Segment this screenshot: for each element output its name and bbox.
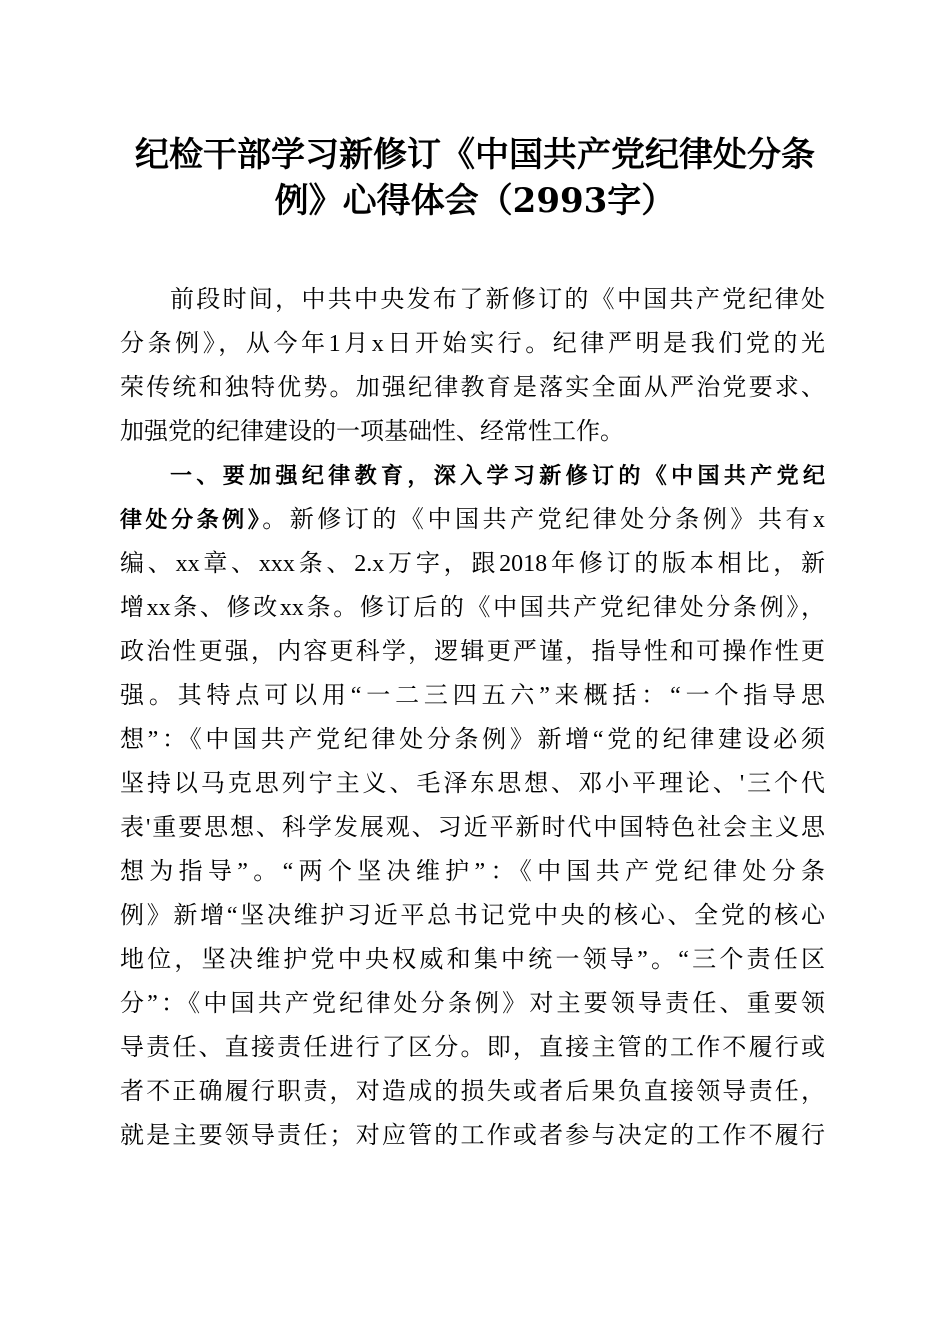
body-text: 分条例》，从今年1月x日开始实行。纪律严明是我们党的光	[120, 331, 825, 357]
body-text: 增xx条、修改xx条。修订后的《中国共产党纪律处分条例》，	[120, 595, 825, 621]
text-line	[120, 542, 825, 586]
body-text: 想为指导”。“两个坚决维护”：《中国共产党纪律处分条	[120, 859, 825, 885]
body-text: 者不正确履行职责，对造成的损失或者后果负直接领导责任，	[120, 1079, 825, 1105]
text-line	[120, 410, 825, 454]
text-line	[120, 1114, 825, 1158]
body-text: 强。其特点可以用“一二三四五六”来概括：“一个指导思	[120, 683, 825, 709]
text-line	[120, 366, 825, 410]
text-line	[120, 718, 825, 762]
text-line	[120, 1026, 825, 1070]
text-line	[120, 850, 825, 894]
text-line	[120, 498, 825, 542]
body-text: 前段时间，中共中央发布了新修订的《中国共产党纪律处	[170, 287, 825, 313]
body-text: 荣传统和独特优势。加强纪律教育是落实全面从严治党要求、	[120, 375, 825, 401]
text-line	[120, 630, 825, 674]
body-text: 导责任、直接责任进行了区分。即，直接主管的工作不履行或	[120, 1035, 825, 1061]
text-line	[120, 938, 825, 982]
document-body	[120, 278, 825, 1158]
body-text: 。新修订的《中国共产党纪律处分条例》共有x	[262, 507, 825, 533]
paragraph	[120, 454, 825, 1158]
section-heading-text: 律处分条例》	[120, 508, 263, 533]
text-line	[120, 586, 825, 630]
body-text: 就是主要领导责任；对应管的工作或者参与决定的工作不履行	[120, 1123, 825, 1149]
body-text: 地位，坚决维护党中央权威和集中统一领导”。“三个责任区	[120, 947, 825, 973]
text-line	[120, 322, 825, 366]
body-text: 例》新增“坚决维护习近平总书记党中央的核心、全党的核心	[120, 903, 825, 929]
body-text: 加强党的纪律建设的一项基础性、经常性工作。	[120, 419, 624, 445]
document-title	[110, 132, 840, 224]
paragraph	[120, 278, 825, 454]
text-line	[120, 982, 825, 1026]
text-line	[120, 1070, 825, 1114]
body-text: 编、xx章、xxx条、2.x万字，跟2018年修订的版本相比，新	[120, 551, 825, 577]
text-line	[120, 674, 825, 718]
body-text: 坚持以马克思列宁主义、毛泽东思想、邓小平理论、'三个代	[120, 771, 825, 797]
section-heading-text: 一、要加强纪律教育，深入学习新修订的《中国共产党纪	[170, 464, 825, 489]
title-line-2: 例》心得体会（2993字）	[274, 181, 676, 221]
text-line	[120, 894, 825, 938]
body-text: 想”：《中国共产党纪律处分条例》新增“党的纪律建设必须	[120, 727, 825, 753]
body-text: 分”：《中国共产党纪律处分条例》对主要领导责任、重要领	[120, 991, 825, 1017]
text-line	[120, 762, 825, 806]
text-line	[120, 806, 825, 850]
text-line	[120, 454, 825, 498]
body-text: 表'重要思想、科学发展观、习近平新时代中国特色社会主义思	[120, 815, 825, 841]
title-line-1: 纪检干部学习新修订《中国共产党纪律处分条	[135, 135, 815, 175]
body-text: 政治性更强，内容更科学，逻辑更严谨，指导性和可操作性更	[120, 639, 825, 665]
text-line	[120, 278, 825, 322]
